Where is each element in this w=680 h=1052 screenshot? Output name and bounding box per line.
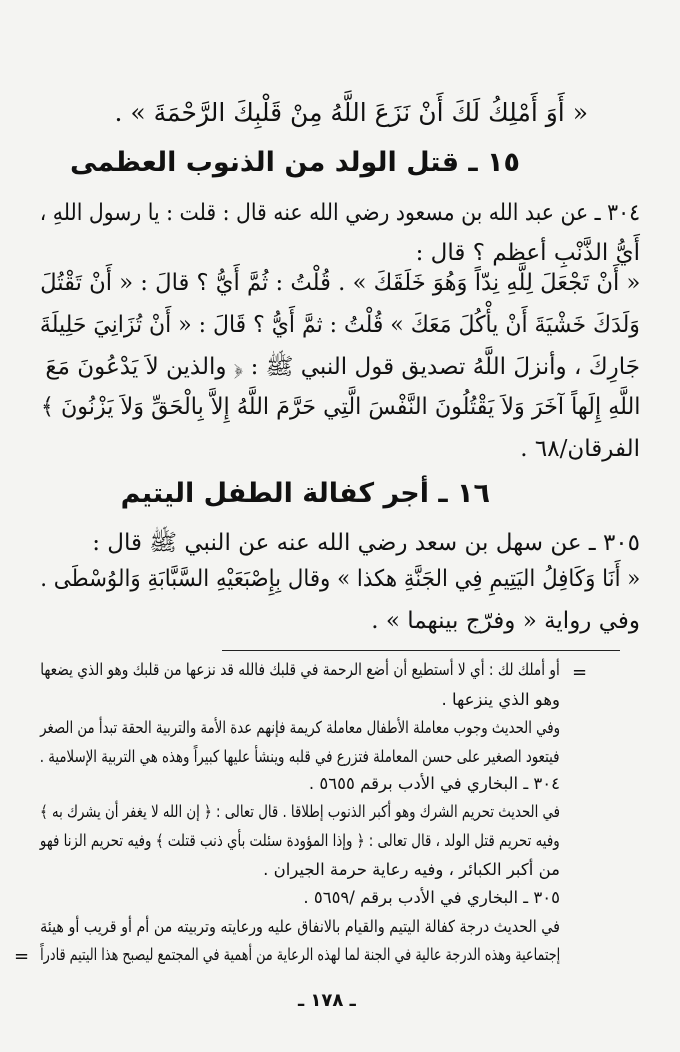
section-16-heading: ١٦ ـ أجر كفالة الطفل اليتيم xyxy=(120,478,490,509)
hadith-304-line: أَيُّ الذَّنْبِ أعظم ؟ قال : xyxy=(415,240,640,266)
footnote-line: في الحديث درجة كفالة اليتيم والقيام بالانفاق عليه ورعايته وتربيته من أم أو قريب أو هيئة xyxy=(40,917,560,936)
hadith-304-line: وَلَدَكَ خَشْيَةَ أَنْ يأْكُلَ مَعَكَ » قُلْتُ : ثمَّ أَيُّ ؟ قَالَ : « أَنْ تُزَانِيَ حَلِيلَةَ xyxy=(40,312,640,338)
hadith-304-line: اللَّهِ إِلَهاً آخَرَ وَلاَ يَقْتُلُونَ النَّفْسَ الَّتِي حَرَّمَ اللَّهُ إِلاَّ بِالْحَقِّ وَلاَ يَزْنُونَ ﴾ xyxy=(40,394,640,420)
footnote-line: وفي الحديث وجوب معاملة الأطفال معاملة كريمة فإنهم عدة الأمة والتربية الحقة تبدأ من الصغر xyxy=(40,718,560,737)
footnote-line: وهو الذي ينزعها . xyxy=(441,690,560,709)
hadith-304-line: جَارِكَ ، وأنزلَ اللَّهُ تصديق قول النبي ﷺ : ﴿ والذين لاَ يَدْعُونَ مَعَ xyxy=(45,354,640,380)
footnote-line: أو أملك لك : أي لا أستطيع أن أضع الرحمة في قلبك فالله قد نزعها من قلبك وهو الذي يضعها xyxy=(40,660,560,679)
hadith-304-line: الفرقان/٦٨ . xyxy=(520,436,640,462)
hadith-305-line: ٣٠٥ ـ عن سهل بن سعد رضي الله عنه عن النبي ﷺ قال : xyxy=(92,530,640,556)
footnote-line: من أكبر الكبائر ، وفيه رعاية حرمة الجيران . xyxy=(263,860,560,879)
footnote-line: ٣٠٥ ـ البخاري في الأدب برقم /٥٦٥٩ . xyxy=(303,888,560,907)
hadith-305-line: وفي رواية « وفرّج بينهما » . xyxy=(371,608,640,634)
hadith-304-line: « أَنْ تَجْعَلَ لِلَّهِ نِدّاً وَهُوَ خَلَقَكَ » . قُلْتُ : ثُمَّ أَيُّ ؟ قالَ : « أَنْ تَقْتُلَ xyxy=(39,270,640,296)
footnote-line: وفيه تحريم قتل الولد ، قال تعالى : ﴿ وإذا المؤودة سئلت بأي ذنب قتلت ﴾ وفيه تحريم الزنا فهو xyxy=(40,831,560,850)
section-15-heading: ١٥ ـ قتل الولد من الذنوب العظمى xyxy=(69,147,520,178)
hadith-304-line: ٣٠٤ ـ عن عبد الله بن مسعود رضي الله عنه قال : قلت : يا رسول اللهِ ، xyxy=(39,200,640,226)
footnote-line: فيتعود الصغير على حسن المعاملة فتزرع في قلبه وينشأ عليها كبيراً وهذه هي التربية الإسلامية . xyxy=(40,747,560,766)
footnote-separator xyxy=(222,650,620,651)
hadith-305-line: « أَنَا وَكَافِلُ اليَتِيمِ فِي الجَنَّةِ هكذا » وقال بِإِصْبَعَيْهِ السَّبَّابَةِ وَالوُسْطَى . xyxy=(39,566,640,592)
quote-line: « أَوَ أَمْلِكُ لَكَ أَنْ نَزَعَ اللَّهُ مِنْ قَلْبِكَ الرَّحْمَةَ » . xyxy=(114,98,588,127)
footnote-line: إجتماعية وهذه الدرجة عالية في الجنة لما لهذه الرعاية من أهمية في المجتمع ليصبح هذا اليتيم قادراً xyxy=(39,945,560,964)
footnote-line: ٣٠٤ ـ البخاري في الأدب برقم ٥٦٥٥ . xyxy=(308,774,560,793)
footnote-line: في الحديث تحريم الشرك وهو أكبر الذنوب إطلاقا . قال تعالى : ﴿ إن الله لا يغفر أن يشرك به ﴾ xyxy=(40,802,560,821)
footnote-lead-marker: = xyxy=(572,662,588,683)
page-number: ـ ١٧٨ ـ xyxy=(298,990,356,1011)
footnote-trail-marker: = xyxy=(14,946,30,967)
